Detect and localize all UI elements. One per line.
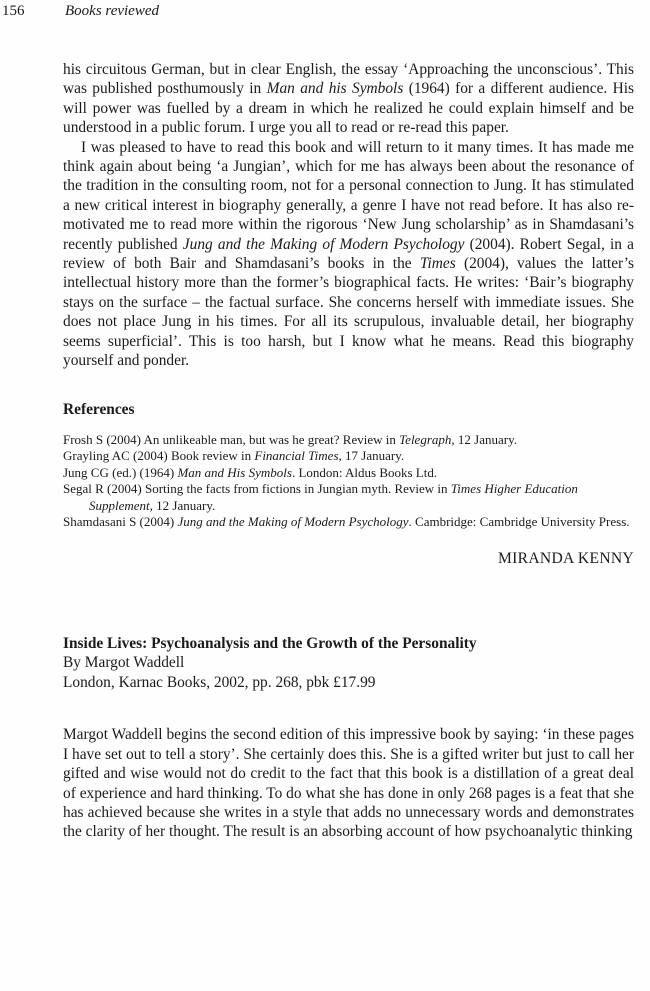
review-jung-biography xyxy=(63,60,634,568)
references-heading: References xyxy=(63,400,135,418)
review-inside-lives xyxy=(63,634,634,842)
reviewer-name: MIRANDA KENNY xyxy=(497,550,634,568)
book-imprint: London, Karnac Books, 2002, pp. 268, pbk £17.99 xyxy=(63,673,376,691)
page-number: 156 xyxy=(2,3,25,19)
book-title: Inside Lives: Psychoanalysis and the Growth of the Personality xyxy=(63,635,477,653)
paragraph: Margot Waddell begins the second edition of this impressive book by saying: ‘in these pages I have set out to tell a story’. She certainly does this. She is a gifted writer but just to call her gifted and wise would not do credit to the fact that this book is a distillation of a great deal of experience and hard thinking. To do what she has done in only 268 pages is a feat that she has achieved because she writes in a style that adds no unnecessary words and demonstrates the clarity of her thought. The result is an absorbing account of how psychoanalytic thinking xyxy=(63,726,634,841)
running-head-title: Books reviewed xyxy=(65,3,159,19)
text-column xyxy=(63,60,634,842)
book-byline: By Margot Waddell xyxy=(63,654,185,672)
reference-item: Jung CG (ed.) (1964) Man and His Symbols. London: Aldus Books Ltd. xyxy=(63,464,438,480)
reference-item: Segal R (2004) Sorting the facts from fictions in Jungian myth. Review in Times Higher Education Supplement, 12 January. xyxy=(63,481,578,513)
reference-item: Shamdasani S (2004) Jung and the Making of Modern Psychology. Cambridge: Cambridge University Press. xyxy=(63,514,630,530)
paragraph: I was pleased to have to read this book and will return to it many times. It has made me think again about being ‘a Jungian’, which for me has always been about the resonance of the tradition in the consulting room, not for a personal connection to Jung. It has stimulated a new critical interest in biography generally, a genre I have not read before. It has also re-motivated me to read more within the rigorous ‘New Jung scholarship’ as in Shamdasani’s recently published Jung and the Making of Modern Psychology (2004). Robert Segal, in a review of both Bair and Shamdasani’s books in the Times (2004), values the latter’s intellectual history more than the former’s biographical facts. He writes: ‘Bair’s biography stays on the surface – the factual surface. She concerns herself with immediate issues. She does not place Jung in his times. For all its scrupulous, invaluable detail, her biography seems superficial’. This is too harsh, but I know what he means. Read this biography yourself and ponder. xyxy=(63,138,635,370)
references-list xyxy=(63,432,634,532)
paragraph: his circuitous German, but in clear English, the essay ‘Approaching the unconscious’. This was published posthumously in Man and his Symbols (1964) for a different audience. His will power was fuelled by a dream in which he realized he could explain himself and be understood in a public forum. I urge you all to read or re-read this paper. xyxy=(63,61,635,137)
reference-item: Frosh S (2004) An unlikeable man, but was he great? Review in Telegraph, 12 January. xyxy=(63,431,517,447)
reference-item: Grayling AC (2004) Book review in Financial Times, 17 January. xyxy=(63,448,405,464)
